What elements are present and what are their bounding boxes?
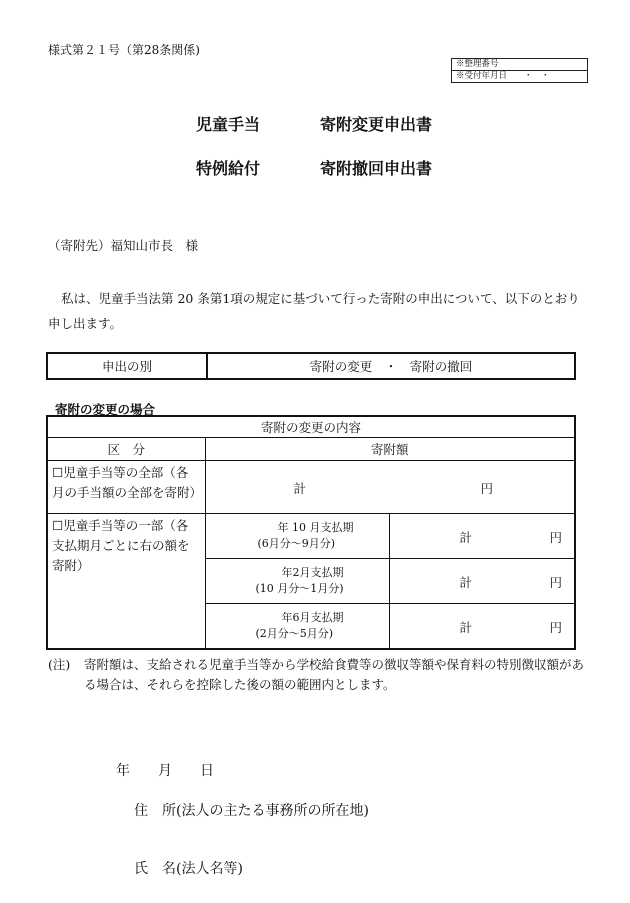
period-october-amount[interactable] <box>389 514 575 559</box>
admin-received-date: ※受付年月日 ・ ・ <box>452 71 588 83</box>
full-yen-label: 円 <box>480 481 494 496</box>
partial-donation-label: ☐児童手当等の一部（各支払期月ごとに右の額を寄附） <box>52 518 190 573</box>
period-june-range: (2月分～5月分) <box>255 627 334 640</box>
note-label: (注) <box>48 657 71 672</box>
title-withdrawal-request: 寄附撤回申出書 <box>320 159 433 178</box>
period-february-amount[interactable] <box>389 559 575 604</box>
note-text: 寄附額は、支給される児童手当等から学校給食費等の徴収等額や保育料の特別徴収額がある場合は、それらを控除した後の額の範囲内とします。 <box>84 657 585 692</box>
period-october <box>205 514 389 559</box>
amount-column-header: 寄附額 <box>205 438 575 461</box>
request-type-options[interactable]: 寄附の変更 ・ 寄附の撤回 <box>207 353 575 379</box>
request-type-table <box>46 352 576 380</box>
change-table-header: 寄附の変更の内容 <box>47 416 575 438</box>
form-number: 様式第２１号（第28条関係) <box>48 43 200 57</box>
period-february-total-label: 計 <box>459 575 473 590</box>
category-column-header: 区 分 <box>47 438 205 461</box>
admin-reference-number: ※整理番号 <box>452 59 588 71</box>
request-type-label: 申出の別 <box>47 353 207 379</box>
full-donation-checkbox-cell[interactable] <box>47 461 205 514</box>
addressee: （寄附先）福知山市長 様 <box>48 238 199 253</box>
period-october-yen: 円 <box>549 530 562 545</box>
full-donation-label: ☐児童手当等の全部（各月の手当額の全部を寄附） <box>52 465 203 500</box>
period-february-yen: 円 <box>549 575 562 590</box>
period-october-name: 年 10 月支払期 <box>277 521 354 534</box>
admin-box <box>451 58 588 83</box>
name-field[interactable]: 氏 名(法人名等) <box>134 861 243 877</box>
period-june-amount[interactable] <box>389 604 575 650</box>
change-case-heading: 寄附の変更の場合 <box>55 402 156 417</box>
address-field[interactable]: 住 所(法人の主たる事務所の所在地) <box>134 803 369 819</box>
partial-donation-checkbox-cell[interactable] <box>47 514 205 650</box>
title-special-benefit: 特例給付 <box>196 159 261 178</box>
title-child-allowance: 児童手当 <box>196 115 261 134</box>
period-june-yen: 円 <box>549 620 562 635</box>
period-february-name: 年2月支払期 <box>281 566 344 579</box>
period-october-range: (6月分～9月分) <box>257 537 336 550</box>
period-february-range: (10 月分～1月分) <box>255 582 344 595</box>
period-june-name: 年6月支払期 <box>281 611 344 624</box>
period-june-total-label: 計 <box>459 620 473 635</box>
full-total-label: 計 <box>293 481 307 496</box>
statement: 私は、児童手当法第 20 条第1項の規定に基づいて行った寄附の申出について、以下のとおり申し出ます。 <box>48 291 580 331</box>
title-change-request: 寄附変更申出書 <box>320 115 433 134</box>
period-june <box>205 604 389 650</box>
full-donation-amount-cell[interactable] <box>205 461 575 514</box>
change-detail-table <box>46 415 576 650</box>
period-february <box>205 559 389 604</box>
period-october-total-label: 計 <box>459 530 473 545</box>
date-field[interactable]: 年 月 日 <box>116 763 214 779</box>
